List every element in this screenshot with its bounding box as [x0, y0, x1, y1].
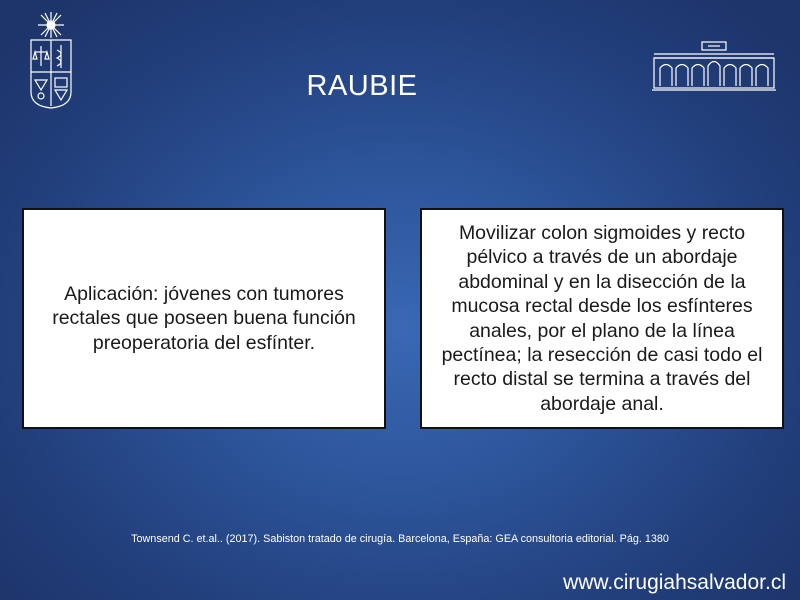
website-url: www.cirugiahsalvador.cl — [563, 571, 786, 594]
right-text-box — [420, 208, 784, 429]
left-text-box — [22, 208, 386, 429]
slide-title: RAUBIE — [306, 70, 418, 102]
citation: Townsend C. et.al.. (2017). Sabiston tratado de cirugía. Barcelona, España: GEA consultoria editorial. Pág. 1380 — [131, 533, 669, 545]
right-box-text: Movilizar colon sigmoides y recto pélvico a través de un abordaje abdominal y en la disección de la mucosa rectal desde los esfínteres anales, por el plano de la línea pectínea; la resección de casi todo el recto distal se termina a través del abordaje anal. — [441, 222, 763, 415]
left-box-text: Aplicación: jóvenes con tumores rectales que poseen buena función preoperatoria del esfínter. — [52, 282, 356, 354]
